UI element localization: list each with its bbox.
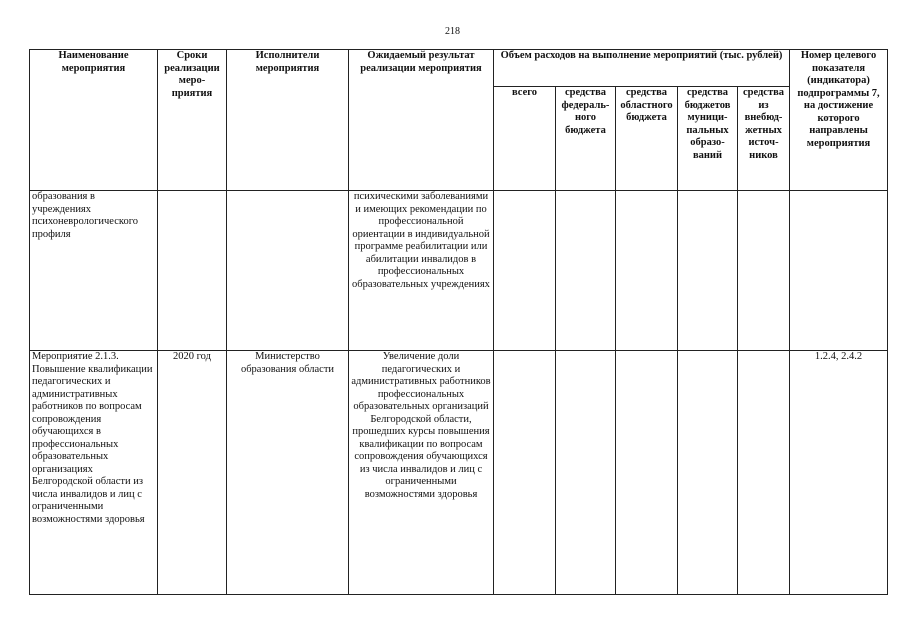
measures-table [29, 49, 888, 595]
row-executors [227, 191, 349, 351]
row-offbudget [738, 351, 790, 595]
row-total [494, 351, 556, 595]
table-row [30, 191, 888, 351]
page-number: 218 [445, 26, 460, 37]
row-indicator: 1.2.4, 2.4.2 [790, 351, 888, 595]
row-result: психическими заболеваниями и имеющих рекомендации по профессиональной ориентации в индивидуальной программе реабилитации или абилитации инвалидов в профессиональных образовательных учреждениях [349, 191, 494, 351]
row-municipal [678, 191, 738, 351]
row-executors: Министерство образования области [227, 351, 349, 595]
header-municipal: средства бюджетов муници-пальных образо-ваний [678, 87, 738, 191]
row-terms [158, 191, 227, 351]
header-name: Наименование мероприятия [30, 50, 158, 191]
row-terms: 2020 год [158, 351, 227, 595]
header-expenses-group: Объем расходов на выполнение мероприятий (тыс. рублей) [494, 50, 790, 87]
row-total [494, 191, 556, 351]
header-executors: Исполнители мероприятия [227, 50, 349, 191]
row-regional [616, 191, 678, 351]
row-federal [556, 351, 616, 595]
header-offbudget: средства из внебюд-жетных источ-ников [738, 87, 790, 191]
header-total: всего [494, 87, 556, 191]
row-indicator [790, 191, 888, 351]
header-federal: средства федераль-ного бюджета [556, 87, 616, 191]
row-regional [616, 351, 678, 595]
header-expected-result: Ожидаемый результат реализации мероприятия [349, 50, 494, 191]
row-municipal [678, 351, 738, 595]
table-row [30, 351, 888, 595]
header-row-1 [30, 50, 888, 87]
row-result: Увеличение доли педагогических и административных работников профессиональных образовательных организаций Белгородской области, прошедших курсы повышения квалификации по вопросам сопровождения обучающихся из числа инвалидов и лиц с ограниченными возможностями здоровья [349, 351, 494, 595]
row-name: образования в учреждениях психоневрологического профиля [30, 191, 158, 351]
header-terms: Сроки реализации меро-приятия [158, 50, 227, 191]
header-regional: средства областного бюджета [616, 87, 678, 191]
row-name: Мероприятие 2.1.3. Повышение квалификации педагогических и административных работников по вопросам сопровождения обучающихся в профессиональных образовательных организациях Белгородской области из числа инвалидов и лиц с ограниченными возможностями здоровья [30, 351, 158, 595]
header-indicator: Номер целевого показателя (индикатора) подпрограммы 7, на достижение которого направлены мероприятия [790, 50, 888, 191]
row-federal [556, 191, 616, 351]
row-offbudget [738, 191, 790, 351]
